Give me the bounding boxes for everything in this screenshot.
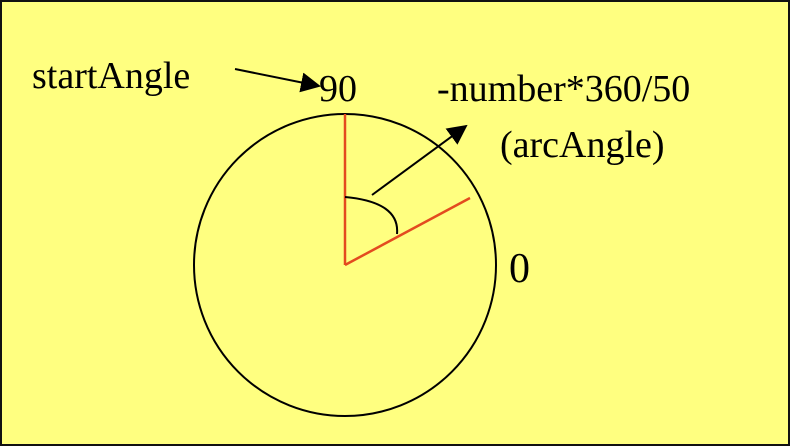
- start-angle-label: startAngle: [32, 55, 191, 97]
- arc-angle-label: (arcAngle): [500, 124, 665, 166]
- arc-angle-arrow: [372, 126, 466, 195]
- arc-angle-formula-label: -number*360/50: [437, 68, 691, 110]
- radius-line-arc-end: [345, 198, 470, 265]
- start-angle-arrow: [235, 69, 319, 86]
- zero-degree-label: 0: [509, 246, 530, 292]
- ninety-degree-label: 90: [319, 68, 357, 110]
- arc-angle-indicator: [345, 197, 397, 234]
